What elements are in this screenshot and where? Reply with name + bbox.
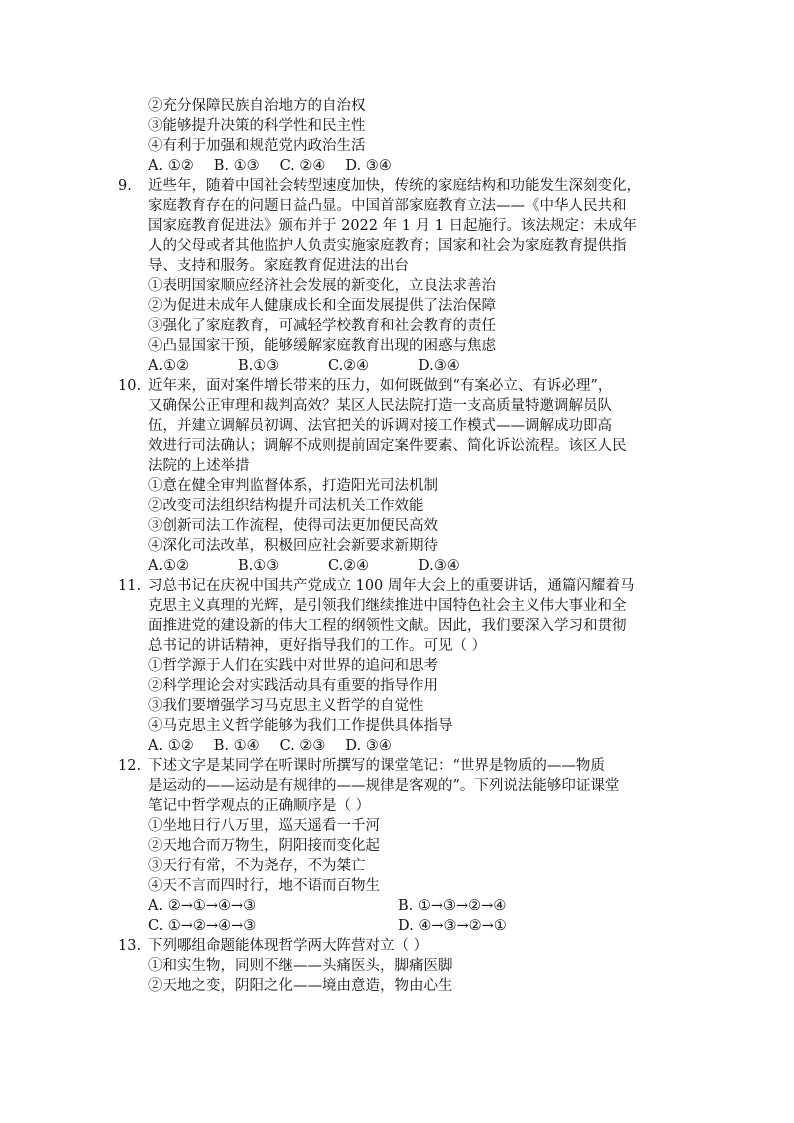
option-c: C. ①→②→④→③: [148, 918, 257, 934]
option-d: D. ④→③→②→①: [398, 918, 507, 934]
option-c: C. ②④: [279, 158, 326, 174]
question-8-continued: [118, 96, 678, 176]
choice-item: ②改变司法组织结构提升司法机关工作效能: [148, 498, 424, 514]
question-stem-line: 近些年，随着中国社会转型速度加快，传统的家庭结构和功能发生深刻变化，: [148, 178, 641, 194]
question-stem-line: 又确保公正审理和裁判高效？某区人民法院打造一支高质量特邀调解员队: [148, 398, 612, 414]
option-c: C.②④: [328, 358, 370, 374]
question-stem-line: 近年来，面对案件增长带来的压力，如何既做到“有案必立、有诉必理”，: [148, 378, 613, 394]
option-b: B. ①→③→②→④: [398, 898, 507, 914]
question-stem-line: 是运动的——运动是有规律的——规律是客观的”。下列说法能够印证课堂: [148, 778, 620, 794]
answer-options: [118, 356, 678, 376]
choice-item: ④凸显国家干预，能够缓解家庭教育出现的困惑与焦虑: [148, 338, 496, 354]
question-stem-line: 伍，并建立调解员初调、法官把关的诉调对接工作模式——调解成功即高: [148, 418, 612, 434]
choice-item: ③天行有常，不为尧存，不为桀亡: [148, 858, 366, 874]
choice-item: ①哲学源于人们在实践中对世界的追问和思考: [148, 658, 438, 674]
choice-item: ②天地之变，阴阳之化——境由意造，物由心生: [148, 978, 453, 994]
answer-options: [118, 896, 678, 936]
question-stem-line: 效进行司法确认；调解不成则提前固定案件要素、简化诉讼流程。该区人民: [148, 438, 627, 454]
option-b: B.①③: [238, 558, 280, 574]
choice-item: ②天地合而万物生，阴阳接而变化起: [148, 838, 380, 854]
question-stem-line: 笔记中哲学观点的正确顺序是（ ）: [148, 798, 371, 814]
option-b: B.①③: [238, 358, 280, 374]
choice-item: ④马克思主义哲学能够为我们工作提供具体指导: [148, 718, 453, 734]
question-number: 13.: [118, 938, 142, 954]
choice-item: ②科学理论会对实践活动具有重要的指导作用: [148, 678, 438, 694]
question-stem-line: 导、支持和服务。家庭教育促进法的出台: [148, 258, 409, 274]
question-11: [118, 576, 678, 756]
question-stem-line: 总书记的讲话精神，更好指导我们的工作。可见（ ）: [148, 638, 487, 654]
option-d: D.③④: [418, 358, 460, 374]
question-stem-line: 下述文字是某同学在听课时所撰写的课堂笔记：“世界是物质的——物质: [148, 758, 605, 774]
question-stem-line: 家庭教育存在的问题日益凸显。中国首部家庭教育立法——《中华人民共和: [148, 198, 627, 214]
option-a: A. ①②: [148, 158, 194, 174]
option-c: C.②④: [328, 558, 370, 574]
option-c: C. ②③: [279, 738, 326, 754]
choice-item: ③能够提升决策的科学性和民主性: [148, 118, 366, 134]
choice-item: ④天不言而四时行，地不语而百物生: [148, 878, 380, 894]
choice-item: ③创新司法工作流程，使得司法更加便民高效: [148, 518, 438, 534]
choice-item: ②为促进未成年人健康成长和全面发展提供了法治保障: [148, 298, 496, 314]
question-stem-line: 人的父母或者其他监护人负责实施家庭教育；国家和社会为家庭教育提供指: [148, 238, 627, 254]
question-13: [118, 936, 678, 996]
question-9: [118, 176, 678, 376]
answer-options: [118, 736, 678, 756]
question-number: 12.: [118, 758, 142, 774]
choice-item: ①表明国家顺应经济社会发展的新变化，立良法求善治: [148, 278, 496, 294]
option-a: A.①②: [148, 558, 190, 574]
question-number: 11.: [118, 578, 142, 594]
question-stem-line: 克思主义真理的光辉，是引领我们继续推进中国特色社会主义伟大事业和全: [148, 598, 627, 614]
choice-item: ①意在健全审判监督体系，打造阳光司法机制: [148, 478, 438, 494]
option-b: B. ①④: [213, 738, 260, 754]
choice-item: ④有利于加强和规范党内政治生活: [148, 138, 366, 154]
option-a: A. ②→①→④→③: [148, 898, 257, 914]
question-stem-line: 下列哪组命题能体现哲学两大阵营对立（ ）: [148, 938, 429, 954]
option-d: D. ③④: [345, 738, 392, 754]
option-a: A. ①②: [148, 738, 194, 754]
option-d: D.③④: [418, 558, 460, 574]
question-number: 9.: [118, 178, 132, 194]
choice-item: ②充分保障民族自治地方的自治权: [148, 98, 366, 114]
answer-options: [118, 156, 678, 176]
choice-item: ③强化了家庭教育，可减轻学校教育和社会教育的责任: [148, 318, 496, 334]
page-content: [118, 96, 678, 996]
answer-options: [118, 556, 678, 576]
question-stem-line: 法院的上述举措: [148, 458, 250, 474]
question-stem-line: 面推进党的建设新的伟大工程的纲领性文献。因此，我们要深入学习和贯彻: [148, 618, 627, 634]
question-10: [118, 376, 678, 576]
choice-item: ④深化司法改革，积极回应社会新要求新期待: [148, 538, 438, 554]
question-stem-line: 国家庭教育促进法》颁布并于 2022 年 1 月 1 日起施行。该法规定：未成年: [148, 218, 638, 234]
question-stem-line: 习总书记在庆祝中国共产党成立 100 周年大会上的重要讲话，通篇闪耀着马: [148, 578, 635, 594]
option-a: A.①②: [148, 358, 190, 374]
question-number: 10.: [118, 378, 142, 394]
option-d: D. ③④: [345, 158, 392, 174]
question-12: [118, 756, 678, 936]
choice-item: ①坐地日行八万里，巡天遥看一千河: [148, 818, 380, 834]
choice-item: ①和实生物，同则不继——头痛医头，脚痛医脚: [148, 958, 453, 974]
option-b: B. ①③: [213, 158, 260, 174]
choice-item: ③我们要增强学习马克思主义哲学的自觉性: [148, 698, 424, 714]
